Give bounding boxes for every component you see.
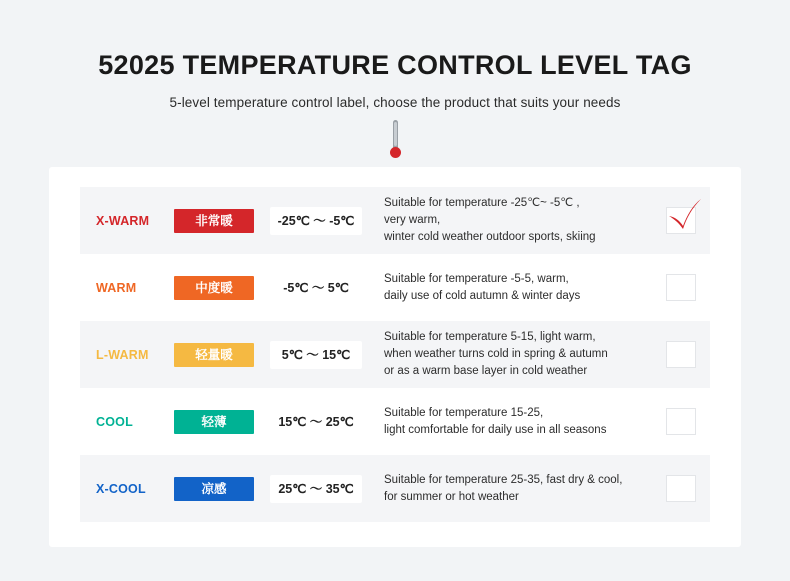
level-badge-cell: [174, 209, 270, 233]
description-line: Suitable for temperature 15-25,: [384, 406, 544, 419]
level-table-card: [49, 167, 741, 547]
level-badge-cell: [174, 343, 270, 367]
level-name: X-WARM: [96, 213, 150, 228]
description-line: light comfortable for daily use in all seasons: [384, 423, 607, 436]
select-cell: [654, 207, 696, 234]
check-icon: [663, 198, 703, 232]
select-cell: [654, 341, 696, 368]
thermometer-stem-fill: [394, 122, 397, 146]
level-name: COOL: [96, 414, 133, 429]
temperature-range: 15℃ ～ 25℃: [270, 408, 362, 436]
level-name: WARM: [96, 280, 137, 295]
table-row: [80, 388, 710, 455]
description-line: winter cold weather outdoor sports, skiing: [384, 230, 596, 243]
temperature-range: 5℃ ～ 15℃: [270, 341, 362, 369]
temperature-range: -25℃ ～ -5℃: [270, 207, 362, 235]
select-cell: [654, 408, 696, 435]
checkbox-unchecked[interactable]: [666, 341, 696, 368]
table-row: [80, 187, 710, 254]
checkbox-unchecked[interactable]: [666, 475, 696, 502]
level-description: [384, 195, 654, 245]
level-description: [384, 329, 654, 379]
level-name: X-COOL: [96, 481, 146, 496]
description-line: Suitable for temperature 25-35, fast dry & cool,: [384, 473, 623, 486]
level-description: [384, 472, 654, 505]
select-cell: [654, 475, 696, 502]
temperature-range: -5℃ ～ 5℃: [270, 274, 362, 302]
level-badge: 轻薄: [174, 410, 254, 434]
description-line: Suitable for temperature -25℃~ -5℃ ,: [384, 197, 580, 210]
level-badge-cell: [174, 477, 270, 501]
thermometer-bulb: [390, 147, 401, 158]
description-line: when weather turns cold in spring & autumn: [384, 348, 608, 361]
description-line: very warm,: [384, 214, 441, 227]
checkbox-unchecked[interactable]: [666, 274, 696, 301]
description-line: Suitable for temperature -5-5, warm,: [384, 272, 569, 285]
checkbox-checked[interactable]: [666, 207, 696, 234]
level-badge: 轻量暖: [174, 343, 254, 367]
level-badge-cell: [174, 276, 270, 300]
level-badge: 中度暖: [174, 276, 254, 300]
description-line: daily use of cold autumn & winter days: [384, 289, 581, 302]
table-row: [80, 455, 710, 522]
level-name: L-WARM: [96, 347, 149, 362]
table-row: [80, 254, 710, 321]
description-line: for summer or hot weather: [384, 490, 519, 503]
level-badge: 非常暖: [174, 209, 254, 233]
description-line: Suitable for temperature 5-15, light warm,: [384, 331, 596, 344]
level-description: [384, 271, 654, 304]
page-subtitle: 5-level temperature control label, choose the product that suits your needs: [169, 95, 621, 111]
page-title: 52025 TEMPERATURE CONTROL LEVEL TAG: [98, 50, 692, 80]
checkbox-unchecked[interactable]: [666, 408, 696, 435]
level-table: [80, 187, 710, 522]
level-badge: 凉感: [174, 477, 254, 501]
level-description: [384, 405, 654, 438]
table-row: [80, 321, 710, 388]
level-badge-cell: [174, 410, 270, 434]
temperature-range: 25℃ ～ 35℃: [270, 475, 362, 503]
select-cell: [654, 274, 696, 301]
description-line: or as a warm base layer in cold weather: [384, 364, 588, 377]
thermometer-icon: [389, 120, 401, 158]
thermometer-icon-wrap: [0, 116, 790, 162]
